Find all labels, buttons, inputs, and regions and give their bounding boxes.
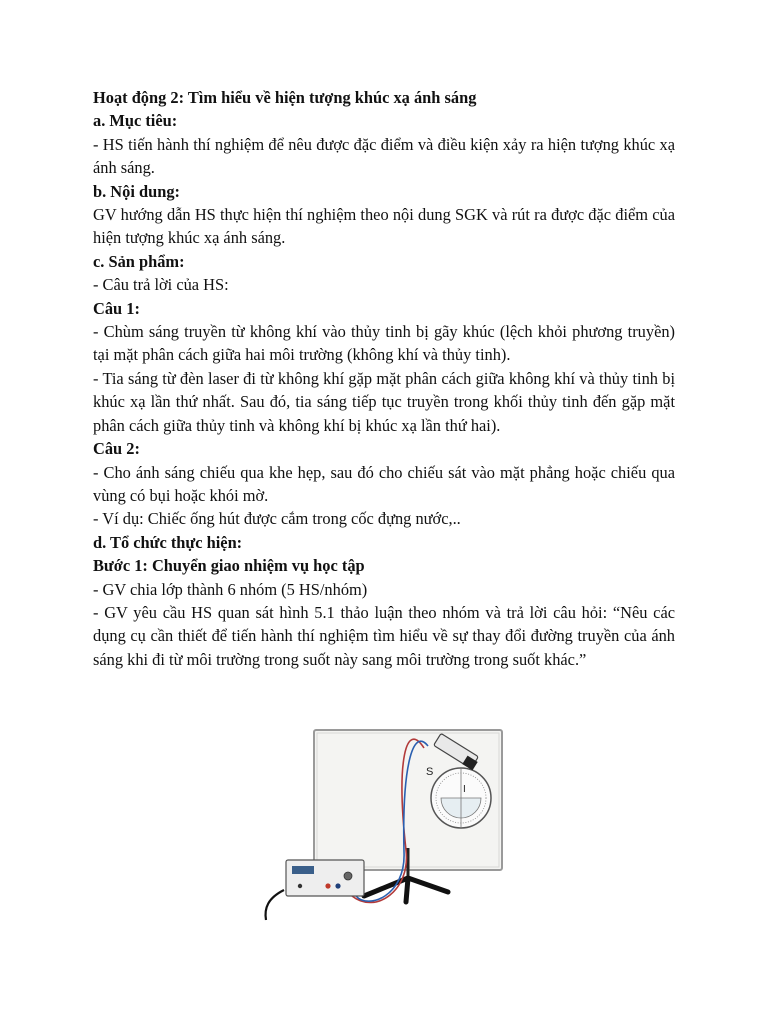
question-2-answer-2: - Ví dụ: Chiếc ống hút được cắm trong cốc đựng nước,..	[93, 509, 461, 529]
power-supply-display	[292, 866, 314, 874]
step-1-heading: Bước 1: Chuyển giao nhiệm vụ học tập	[93, 556, 365, 576]
power-cable	[266, 890, 284, 920]
question-2-answer-1: - Cho ánh sáng chiếu qua khe hẹp, sau đó cho chiếu sát vào mặt phẳng hoặc chiếu qua vùng có bụi hoặc khói mờ.	[93, 462, 675, 505]
step-1-text-1: - GV chia lớp thành 6 nhóm (5 HS/nhóm)	[93, 579, 368, 599]
section-c-heading: c. Sản phẩm:	[93, 251, 185, 271]
power-switch	[298, 884, 302, 888]
power-supply	[286, 860, 364, 896]
power-supply-knob	[344, 872, 352, 880]
section-a-text: - HS tiến hành thí nghiệm để nêu được đặc điểm và điều kiện xảy ra hiện tượng khúc xạ ánh sáng.	[93, 134, 675, 178]
red-terminal	[325, 883, 330, 888]
refraction-apparatus-illustration	[256, 720, 512, 924]
activity-title: Hoạt động 2: Tìm hiểu về hiện tượng khúc xạ ánh sáng	[93, 88, 477, 107]
section-b-text: GV hướng dẫn HS thực hiện thí nghiệm theo nội dung SGK và rút ra được đặc điểm của hiện tượng khúc xạ ánh sáng.	[93, 205, 675, 248]
section-d-heading: d. Tổ chức thực hiện:	[93, 532, 243, 552]
section-c-text: - Câu trả lời của HS:	[93, 275, 229, 295]
label-s: S	[426, 766, 434, 778]
step-1-text-2: - GV yêu cầu HS quan sát hình 5.1 thảo luận theo nhóm và trả lời câu hỏi: “Nêu các dụng cụ cần thiết để tiến hành thí nghiệm tìm hiểu về sự thay đổi đường truyền của ánh sáng khi đi từ môi trường trong suốt này sang môi trường trong suốt khác.”	[93, 602, 675, 669]
question-1-answer-2: - Tia sáng từ đèn laser đi từ không khí gặp mặt phân cách giữa không khí và thủy tinh bị khúc xạ lần thứ nhất. Sau đó, tia sáng tiếp tục truyền trong khối thủy tinh đến gặp mặt phân cách giữa thủy tinh và không khí bị khúc xạ lần thứ hai).	[93, 368, 675, 435]
blue-terminal	[335, 883, 340, 888]
question-1-answer-1: - Chùm sáng truyền từ không khí vào thủy tinh bị gãy khúc (lệch khỏi phương truyền) tại mặt phân cách giữa hai môi trường (không khí và thủy tinh).	[93, 322, 675, 365]
section-b-heading: b. Nội dung:	[93, 181, 180, 201]
experiment-figure	[256, 720, 512, 924]
label-i: I	[463, 784, 466, 795]
question-2-heading: Câu 2:	[93, 439, 140, 459]
question-1-heading: Câu 1:	[93, 298, 140, 318]
tripod-legs	[364, 878, 448, 902]
document-body	[93, 86, 675, 671]
section-a-heading: a. Mục tiêu:	[93, 111, 178, 131]
